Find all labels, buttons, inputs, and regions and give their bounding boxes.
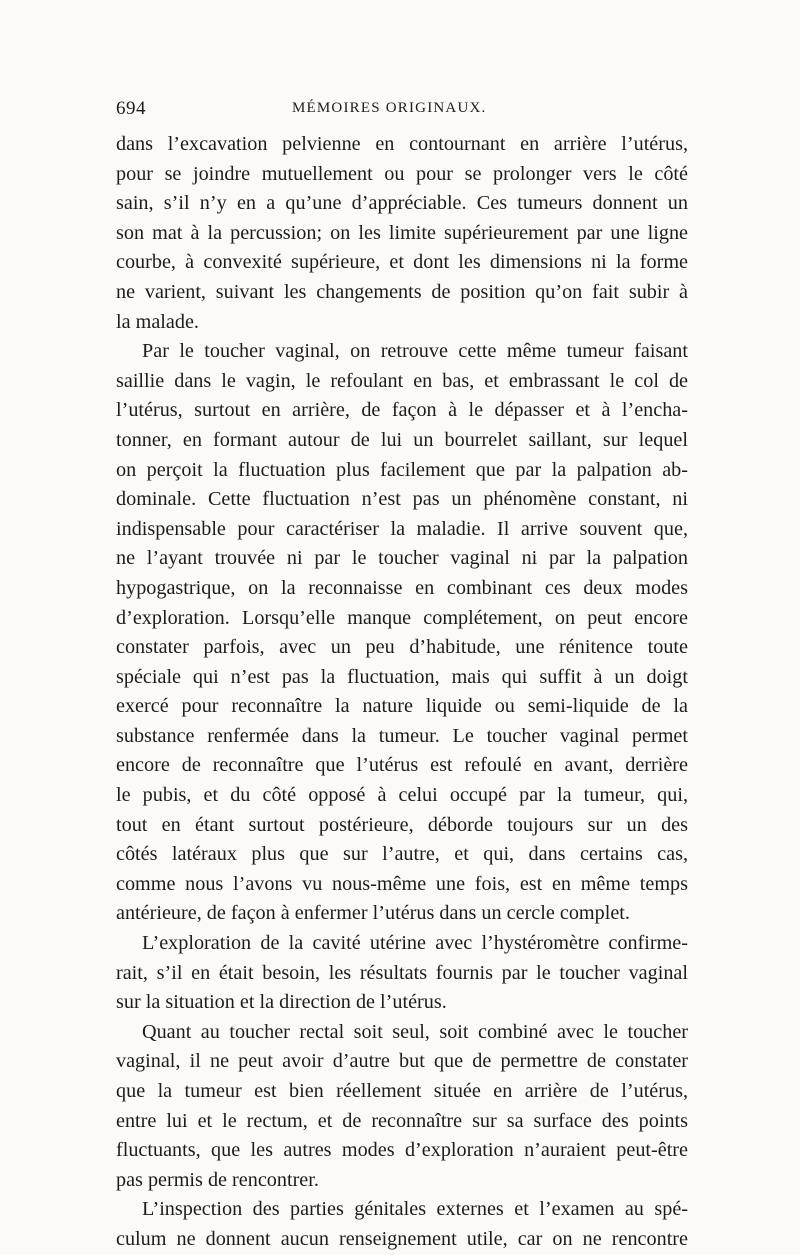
text-line: dans l’excavation pelvienne en contournant en arrière l’utérus,: [116, 133, 688, 155]
text-line: tonner, en formant autour de lui un bourrelet saillant, sur lequel: [116, 428, 688, 451]
text-line: Quant au toucher rectal soit seul, soit combiné avec le toucher: [142, 1020, 688, 1043]
text-line: spéciale qui n’est pas la fluctuation, mais qui suffit à un doigt: [116, 665, 688, 688]
text-line: substance renfermée dans la tumeur. Le toucher vaginal permet: [116, 724, 688, 747]
paragraph: [116, 1195, 688, 1254]
text-line: courbe, à convexité supérieure, et dont les dimensions ni la forme: [116, 251, 688, 274]
text-line: côtés latéraux plus que sur l’autre, et qui, dans certains cas,: [116, 843, 688, 866]
text-line: ne l’ayant trouvée ni par le toucher vaginal ni par la palpation: [116, 547, 688, 570]
text-line: pas permis de rencontrer.: [116, 1168, 319, 1191]
paragraph: [116, 929, 688, 1018]
text-line: culum ne donnent aucun renseignement utile, car on ne rencontre: [116, 1227, 688, 1250]
text-line: L’exploration de la cavité utérine avec l’hystéromètre confirme-: [142, 932, 688, 955]
text-line: hypogastrique, on la reconnaisse en combinant ces deux modes: [116, 576, 688, 599]
text-line: vaginal, il ne peut avoir d’autre but que de permettre de constater: [116, 1050, 688, 1073]
text-line: L’inspection des parties génitales externes et l’examen au spé-: [142, 1198, 688, 1221]
text-line: comme nous l’avons vu nous-même une fois, est en même temps: [116, 872, 688, 895]
text-line: d’exploration. Lorsqu’elle manque complétement, on peut encore: [116, 606, 688, 629]
page: [116, 98, 688, 1255]
text-line: l’utérus, surtout en arrière, de façon à le dépasser et à l’encha-: [116, 399, 688, 422]
text-line: le pubis, et du côté opposé à celui occupé par la tumeur, qui,: [116, 784, 688, 807]
text-line: antérieure, de façon à enfermer l’utérus dans un cercle complet.: [116, 902, 630, 925]
text-line: on perçoit la fluctuation plus facilement que par la palpation ab-: [116, 458, 688, 481]
paragraph: [116, 1018, 688, 1196]
text-line: exercé pour reconnaître la nature liquide ou semi-liquide de la: [116, 695, 688, 718]
body-text: [116, 130, 688, 1255]
text-line: fluctuants, que les autres modes d’exploration n’auraient peut-être: [116, 1139, 688, 1162]
running-head: MÉMOIRES ORIGINAUX.: [292, 100, 487, 116]
text-line: entre lui et le rectum, et de reconnaître sur sa surface des points: [116, 1109, 688, 1132]
text-line: dominale. Cette fluctuation n’est pas un phénomène constant, ni: [116, 488, 688, 511]
paragraph: [116, 130, 688, 337]
text-line: son mat à la percussion; on les limite supérieurement par une ligne: [116, 221, 688, 244]
text-line: la malade.: [116, 310, 199, 333]
text-line: rait, s’il en était besoin, les résultats fournis par le toucher vaginal: [116, 961, 688, 984]
text-line: Par le toucher vaginal, on retrouve cette même tumeur faisant: [142, 340, 688, 363]
text-line: indispensable pour caractériser la maladie. Il arrive souvent que,: [116, 517, 688, 540]
text-line: ne varient, suivant les changements de position qu’on fait subir à: [116, 280, 688, 303]
text-line: encore de reconnaître que l’utérus est refoulé en avant, derrière: [116, 754, 688, 777]
page-header: [116, 98, 688, 124]
text-line: sur la situation et la direction de l’utérus.: [116, 991, 447, 1014]
text-line: que la tumeur est bien réellement située en arrière de l’utérus,: [116, 1080, 688, 1102]
text-line: saillie dans le vagin, le refoulant en bas, et embrassant le col de: [116, 369, 688, 392]
text-line: tout en étant surtout postérieure, déborde toujours sur un des: [116, 813, 688, 836]
page-number: 694: [116, 98, 146, 119]
text-line: pour se joindre mutuellement ou pour se prolonger vers le côté: [116, 162, 688, 185]
paragraph: [116, 337, 688, 929]
text-line: sain, s’il n’y en a qu’une d’appréciable. Ces tumeurs donnent un: [116, 192, 688, 215]
text-line: constater parfois, avec un peu d’habitude, une rénitence toute: [116, 636, 688, 659]
